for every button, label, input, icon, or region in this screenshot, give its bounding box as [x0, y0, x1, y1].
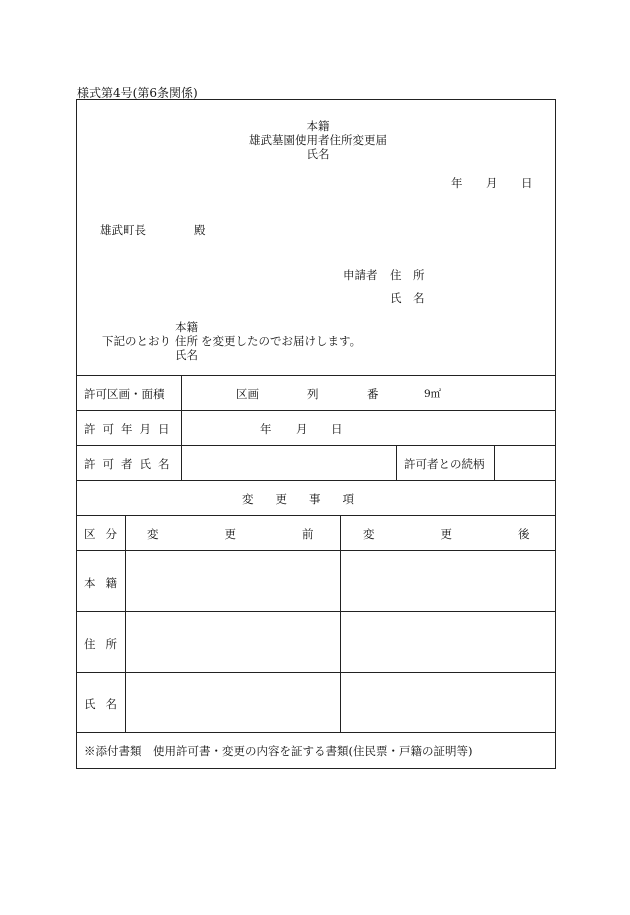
date-day: 日 [521, 176, 533, 190]
permit-date-month: 月 [296, 422, 308, 436]
rule [76, 550, 556, 551]
area-size: 9㎡ [424, 388, 442, 400]
date-month: 月 [486, 176, 498, 190]
notice-bottom: 氏名 [175, 348, 198, 362]
addressee-name: 雄武町長 [100, 223, 146, 237]
rule [396, 445, 397, 480]
rule [76, 480, 556, 481]
col-before: 変更前 [147, 527, 380, 541]
area-retsu-label: 列 [307, 387, 319, 401]
form-number-label: 様式第4号(第6条関係) [77, 86, 198, 100]
area-ban-label: 番 [367, 387, 379, 401]
permit-date-label: 許可年月日 [84, 422, 177, 436]
rule [76, 672, 556, 673]
permit-holder-label: 許可者氏名 [84, 457, 177, 471]
rule [181, 375, 182, 480]
date-year: 年 [451, 176, 463, 190]
rule [76, 375, 556, 376]
changes-title: 変更事項 [242, 492, 376, 506]
change-item-name: 氏名 [84, 697, 127, 711]
applicant-label: 申請者 [343, 268, 378, 282]
col-after: 変更後 [363, 527, 596, 541]
relation-label: 許可者との続柄 [404, 457, 485, 471]
permit-date-year: 年 [260, 422, 272, 436]
permit-date-day: 日 [331, 422, 343, 436]
form-title: 雄武墓園使用者住所変更届 [249, 133, 387, 147]
title-line-3: 氏名 [306, 147, 330, 161]
addressee-honorific: 殿 [194, 223, 206, 237]
notice-rest: を変更したのでお届けします。 [201, 334, 362, 348]
rule [76, 732, 556, 733]
notice-top: 本籍 [175, 320, 198, 334]
rule [494, 445, 495, 480]
change-item-address: 住所 [84, 637, 127, 651]
col-category: 区分 [84, 527, 127, 541]
applicant-name-label: 氏 名 [390, 291, 425, 305]
title-line-1: 本籍 [306, 119, 330, 133]
rule [76, 515, 556, 516]
rule [340, 515, 341, 732]
permit-area-label-text: 許可区画・面積 [84, 387, 165, 401]
rule [76, 410, 556, 411]
applicant-address-label: 住 所 [390, 268, 425, 282]
change-item-honseki: 本籍 [84, 576, 127, 590]
area-ku-label: 区画 [236, 387, 259, 401]
notice-lead: 下記のとおり [102, 334, 171, 348]
notice-middle: 住所 [175, 334, 198, 348]
permit-area-label [84, 386, 176, 402]
attachment-note: ※添付書類 使用許可書・変更の内容を証する書類(住民票・戸籍の証明等) [84, 744, 473, 758]
rule [76, 445, 556, 446]
rule [76, 611, 556, 612]
